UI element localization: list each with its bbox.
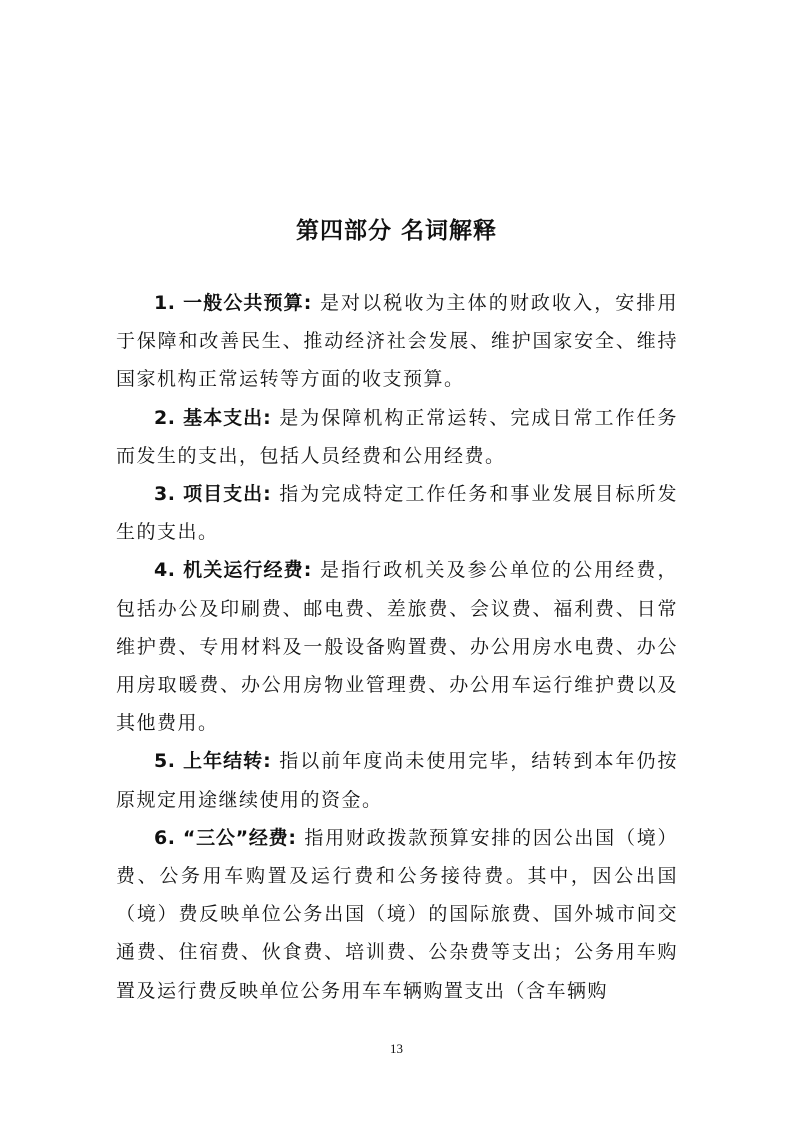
- glossary-body: [116, 284, 678, 1010]
- glossary-definition: 是对以税收为主体的财政收入，安排用于保障和改善民生、推动经济社会发展、维护国家安全、维持国家机构正常运转等方面的收支预算。: [116, 292, 678, 391]
- glossary-item-carryover: [116, 742, 678, 818]
- glossary-definition: 指以前年度尚未使用完毕，结转到本年仍按原规定用途继续使用的资金。: [116, 750, 678, 811]
- glossary-definition: 是指行政机关及参公单位的公用经费，包括办公及印刷费、邮电费、差旅费、会议费、福利费、日常维护费、专用材料及一般设备购置费、办公用房水电费、办公用房取暖费、办公用房物业管理费、办公用车运行维护费以及其他费用。: [116, 559, 678, 735]
- glossary-item-basic-expenditure: [116, 399, 678, 475]
- glossary-term: 4. 机关运行经费:: [154, 559, 312, 582]
- glossary-term: 6. “三公”经费:: [154, 826, 297, 849]
- glossary-term: 2. 基本支出:: [154, 406, 272, 429]
- glossary-item-three-public-expenses: [116, 819, 678, 1010]
- page-title: 第四部分 名词解释: [295, 218, 497, 244]
- page-number: 13: [390, 1041, 403, 1056]
- glossary-term: 3. 项目支出:: [154, 483, 272, 506]
- glossary-item-operating-funds: [116, 551, 678, 742]
- glossary-term: 5. 上年结转:: [154, 750, 272, 773]
- glossary-definition: 指为完成特定工作任务和事业发展目标所发生的支出。: [116, 483, 678, 544]
- glossary-definition: 是为保障机构正常运转、完成日常工作任务而发生的支出，包括人员经费和公用经费。: [116, 406, 678, 467]
- glossary-definition: 指用财政拨款预算安排的因公出国（境）费、公务用车购置及运行费和公务接待费。其中，因公出国（境）费反映单位公务出国（境）的国际旅费、国外城市间交通费、住宿费、伙食费、培训费、公杂费等支出；公务用车购置及运行费反映单位公务用车车辆购置支出（含车辆购: [116, 826, 678, 1002]
- glossary-item-general-public-budget: [116, 284, 678, 399]
- glossary-item-project-expenditure: [116, 475, 678, 551]
- glossary-term: 1. 一般公共预算:: [154, 292, 312, 314]
